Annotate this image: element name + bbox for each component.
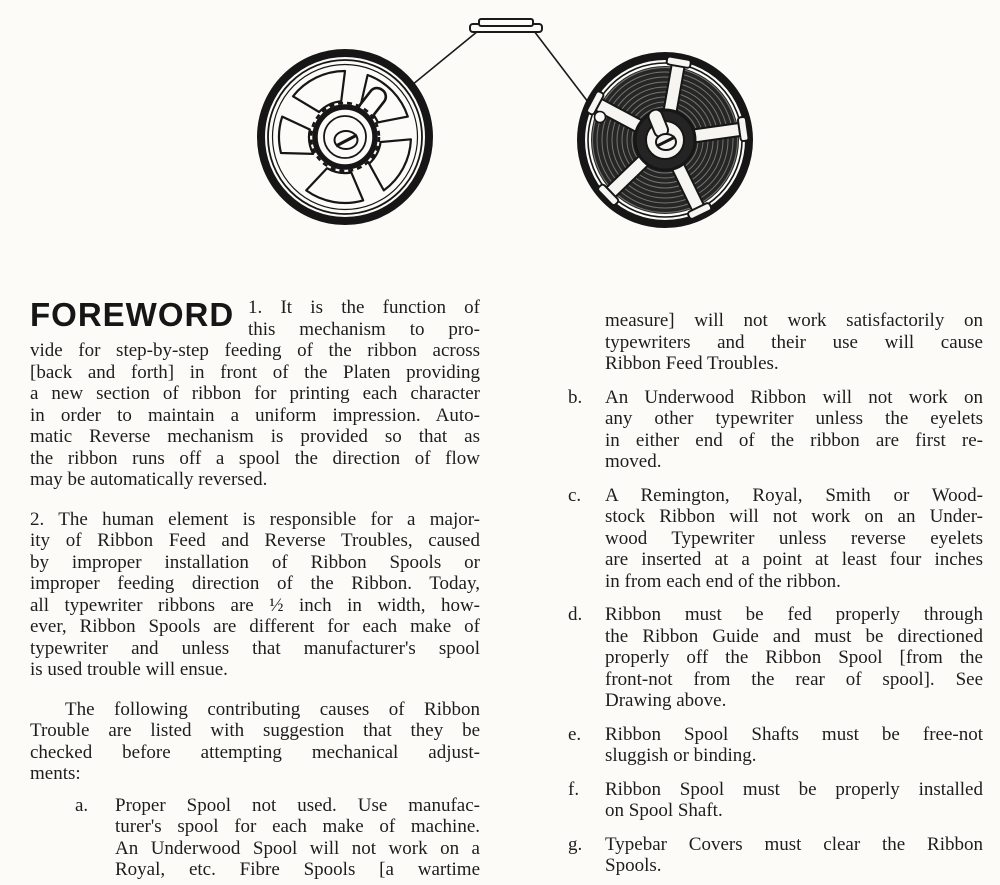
text-line: 1. It is the function of <box>248 297 480 318</box>
text-line: An Underwood Spool will not work on a <box>115 837 480 859</box>
text-line: A Remington, Royal, Smith or Wood- <box>605 484 983 506</box>
text-line: properly off the Ribbon Spool [from the <box>605 647 983 668</box>
item-label: a. <box>75 794 89 816</box>
text-line: measure] will not work satisfactorily on <box>605 310 983 331</box>
text-line: in order to maintain a uniform impression. Auto- <box>30 404 480 426</box>
item-label: g. <box>568 833 583 855</box>
list-item-a <box>75 795 480 881</box>
list-item-d <box>568 604 983 712</box>
text-line: this mechanism to pro- <box>248 318 480 340</box>
right-column <box>568 297 983 885</box>
text-line: Drawing above. <box>605 690 727 711</box>
text-line: the Ribbon Guide and must be directioned <box>605 625 983 647</box>
text-line: typewriters and their use will cause <box>605 331 983 353</box>
text-line: Royal, etc. Fibre Spools [a wartime <box>115 859 480 880</box>
foreword-heading: FOREWORD <box>30 296 235 333</box>
text-line: Ribbon Spool Shafts must be free-not <box>605 723 983 745</box>
left-column <box>30 297 480 885</box>
text-line: matic Reverse mechanism is provided so that as <box>30 426 480 447</box>
list-item-a-continuation <box>605 310 983 375</box>
text-line: vide for step-by-step feeding of the ribbon across <box>30 340 480 361</box>
list-item-b <box>568 387 983 473</box>
text-line: Ribbon Spool must be properly installed <box>605 778 983 800</box>
paragraph-1-lead <box>248 297 480 340</box>
text-line: Typebar Covers must clear the Ribbon <box>605 833 983 855</box>
text-line: wood Typewriter unless reverse eyelets <box>605 527 983 549</box>
text-line: turer's spool for each make of machine. <box>115 816 480 837</box>
text-line: Proper Spool not used. Use manufac- <box>115 794 480 816</box>
item-label: e. <box>568 723 582 745</box>
text-line: ever, Ribbon Spools are different for each make of <box>30 616 480 637</box>
text-line: the ribbon runs off a spool the direction of flow <box>30 447 480 469</box>
text-line: An Underwood Ribbon will not work on <box>605 386 983 408</box>
text-line: in from each end of the ribbon. <box>605 570 841 592</box>
item-label: b. <box>568 386 583 408</box>
item-text <box>605 724 983 767</box>
text-line: moved. <box>605 451 662 472</box>
item-text <box>605 779 983 822</box>
text-line: by improper installation of Ribbon Spools or <box>30 551 480 573</box>
text-line: Ribbon must be fed properly through <box>605 604 983 625</box>
item-text <box>605 604 983 712</box>
text-line: in either end of the ribbon are first re- <box>605 429 983 451</box>
full-ribbon-spool <box>581 56 749 224</box>
text-line: The following contributing causes of Ribbon <box>65 698 480 720</box>
paragraph-1 <box>30 297 480 491</box>
text-line: a new section of ribbon for printing each character <box>30 383 480 404</box>
text-line: ments: <box>30 763 81 784</box>
item-text <box>605 387 983 473</box>
page-body <box>30 297 983 885</box>
item-label: f. <box>568 778 580 800</box>
empty-ribbon-spool <box>261 53 429 221</box>
ribbon-guide <box>470 19 542 32</box>
text-line: checked before attempting mechanical adjust- <box>30 741 480 763</box>
item-label: c. <box>568 484 582 506</box>
text-line: are inserted at a point at least four inches <box>605 549 983 570</box>
paragraph-3 <box>30 699 480 785</box>
text-line: Spools. <box>605 855 662 876</box>
list-item-g <box>568 834 983 877</box>
text-line: 2. The human element is responsible for a major- <box>30 508 480 530</box>
item-label: d. <box>568 604 583 625</box>
text-line: may be automatically reversed. <box>30 469 268 490</box>
paragraph-2 <box>30 509 480 681</box>
text-line: on Spool Shaft. <box>605 800 723 821</box>
text-line: all typewriter ribbons are ½ inch in width, how- <box>30 594 480 616</box>
text-line: improper feeding direction of the Ribbon. Today, <box>30 573 480 594</box>
text-line: ity of Ribbon Feed and Reverse Troubles, caused <box>30 530 480 551</box>
text-line: sluggish or binding. <box>605 745 757 766</box>
text-line: typewriter and unless that manufacturer's spool <box>30 637 480 659</box>
text-line: any other typewriter unless the eyelets <box>605 408 983 429</box>
item-text <box>605 485 983 593</box>
text-line: [back and forth] in front of the Platen providing <box>30 361 480 383</box>
ribbon-exit-eyelet <box>595 112 606 123</box>
list-item-f <box>568 779 983 822</box>
ribbon-spools-drawing <box>0 0 1000 255</box>
list-item-e <box>568 724 983 767</box>
list-item-c <box>568 485 983 593</box>
item-text <box>115 795 480 881</box>
text-line: stock Ribbon will not work on an Under- <box>605 506 983 527</box>
item-text <box>605 834 983 877</box>
text-line: Ribbon Feed Troubles. <box>605 353 779 374</box>
text-line: front-not from the rear of spool]. See <box>605 668 983 690</box>
text-line: Trouble are listed with suggestion that they be <box>30 720 480 741</box>
text-line: is used trouble will ensue. <box>30 659 228 680</box>
